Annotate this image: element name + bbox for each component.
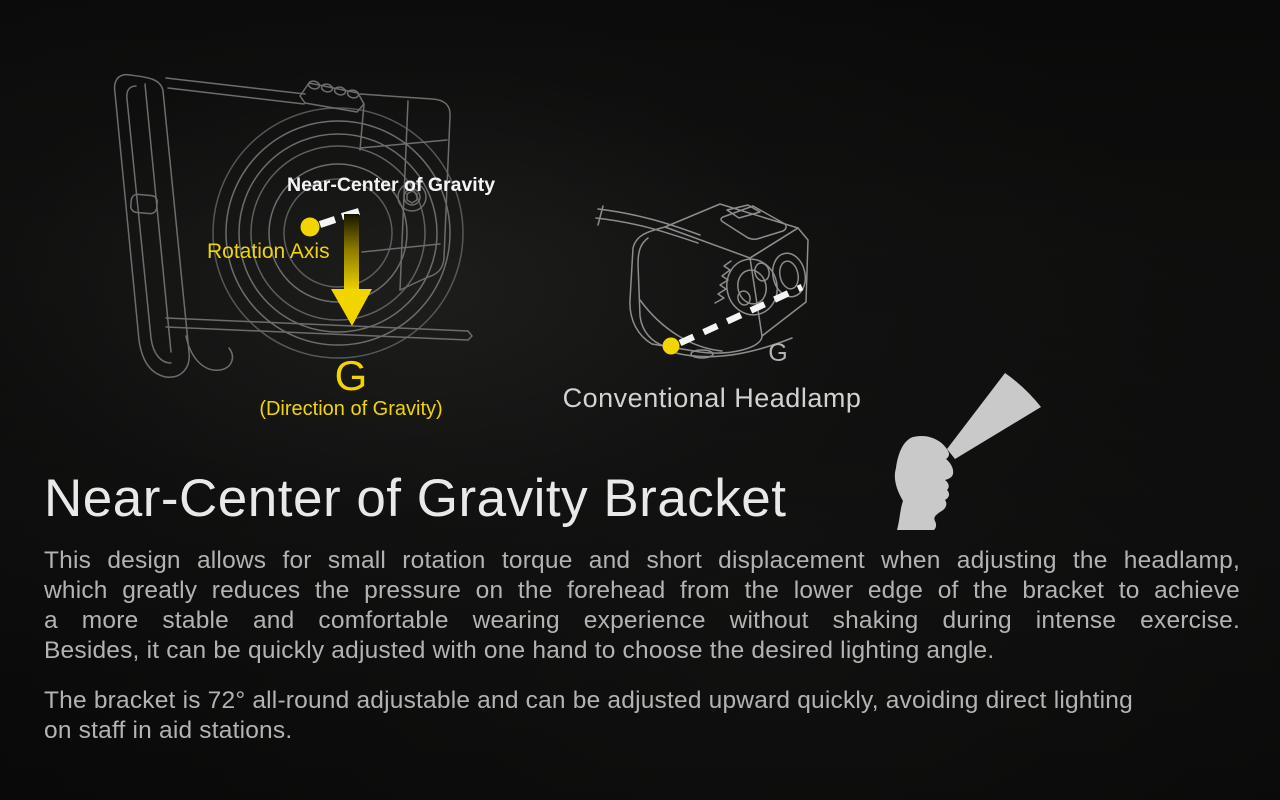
- paragraph-line: Besides, it can be quickly adjusted with one hand to choose the desired lighting angle.: [44, 637, 995, 664]
- paragraph-line: This design allows for small rotation torque and short displacement when adjusting the headlamp,: [44, 547, 1240, 574]
- rotation-axis-label: Rotation Axis: [207, 240, 330, 263]
- bracket-paragraph: [44, 686, 1240, 746]
- direction-of-gravity-label: (Direction of Gravity): [259, 398, 443, 420]
- light-beam-shape: [947, 373, 1041, 459]
- paragraph-line: a more stable and comfortable wearing experience without shaking during intense exercise.: [44, 607, 1240, 634]
- page-title: Near-Center of Gravity Bracket: [44, 469, 787, 528]
- paragraph-line: The bracket is 72° all-round adjustable and can be adjusted upward quickly, avoiding direct lighting: [44, 687, 1133, 714]
- ncg-headlamp-wireframe: [115, 75, 472, 378]
- head-profile-shape: [895, 436, 953, 530]
- paragraph-line: which greatly reduces the pressure on the forehead from the lower edge of the bracket to achieve: [44, 577, 1240, 604]
- gravity-symbol-right: G: [768, 339, 788, 367]
- gravity-arrow: [331, 214, 372, 326]
- conventional-headlamp-wireframe: [596, 204, 809, 358]
- feature-paragraph: [44, 546, 1240, 666]
- gravity-symbol-left: G: [334, 352, 368, 399]
- head-silhouette-icon: [895, 373, 1041, 530]
- near-center-of-gravity-label: Near-Center of Gravity: [287, 174, 496, 196]
- conventional-headlamp-caption: Conventional Headlamp: [562, 383, 862, 413]
- paragraph-line: on staff in aid stations.: [44, 717, 293, 744]
